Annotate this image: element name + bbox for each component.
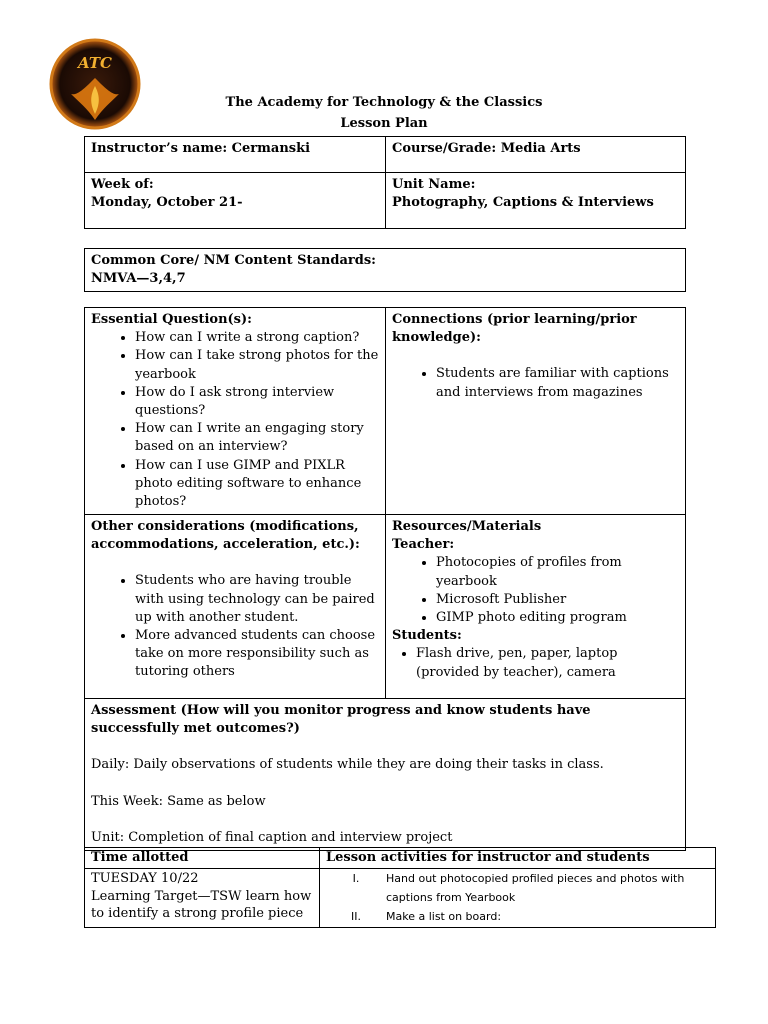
course-grade: Course/Grade: Media Arts: [386, 137, 686, 173]
resources-materials: Resources/Materials Teacher: • Photocopies of profiles from yearbook • Microsoft Publisher • GIMP photo editing program Students: • Flash drive, pen, paper, laptop (provided by teacher), camera: [386, 515, 686, 699]
list-item: • GIMP photo editing program: [436, 609, 679, 627]
standards-table: [84, 248, 686, 292]
list-item: I. Hand out photocopied profiled pieces and photos with captions from Yearbook: [352, 872, 685, 904]
activities-cell: [320, 869, 716, 928]
schedule-table: [84, 847, 716, 928]
essential-questions: Essential Question(s): • How can I write a strong caption? • How can I take strong photos for the yearbook • How do I ask strong interview questions? • How can I write an engaging story based on an interview? • How can I use GIMP and PIXLR photo editing software to enhance photos?: [85, 308, 386, 515]
info-table: [84, 136, 686, 229]
unit-cell: Unit Name: Photography, Captions & Interviews: [386, 173, 686, 229]
time-allotted-header: Time allotted: [85, 848, 320, 869]
list-item: • More advanced students can choose take on more responsibility such as tutoring others: [135, 627, 379, 682]
list-item: II. Make a list on board:: [351, 909, 502, 923]
other-considerations: Other considerations (modifications, accommodations, acceleration, etc.): • Students who are having trouble with using technology can be paired up with another student. • More advanced students can choose take on more responsibility such as tutoring others: [85, 515, 386, 699]
standards-cell: Common Core/ NM Content Standards: NMVA—3,4,7: [85, 249, 686, 292]
list-item: • How do I ask strong interview questions?: [135, 384, 379, 420]
doc-title: Lesson Plan: [340, 116, 428, 131]
list-item: • Photocopies of profiles from yearbook: [436, 554, 679, 590]
list-item: • How can I take strong photos for the yearbook: [135, 347, 379, 383]
connections: Connections (prior learning/prior knowledge): • Students are familiar with captions and interviews from magazines: [386, 308, 686, 515]
school-name: The Academy for Technology & the Classics: [225, 95, 543, 110]
svg-text:ATC: ATC: [78, 54, 112, 72]
list-item: • How can I write a strong caption?: [135, 329, 379, 347]
list-item: • How can I use GIMP and PIXLR photo editing software to enhance photos?: [135, 457, 379, 512]
list-item: • How can I write an engaging story based on an interview?: [135, 420, 379, 456]
main-table: [84, 307, 686, 851]
day-cell: TUESDAY 10/22 Learning Target—TSW learn how to identify a strong profile piece: [85, 869, 320, 928]
list-item: • Microsoft Publisher: [436, 591, 679, 609]
week-cell: Week of: Monday, October 21-: [85, 173, 386, 229]
instructor-name: Instructor’s name: Cermanski: [85, 137, 386, 173]
list-item: • Flash drive, pen, paper, laptop (provided by teacher), camera: [416, 645, 679, 681]
list-item: • Students who are having trouble with using technology can be paired up with another student.: [135, 572, 379, 627]
list-item: • Students are familiar with captions and interviews from magazines: [436, 365, 679, 401]
assessment: Assessment (How will you monitor progress and know students have successfully met outcomes?) Daily: Daily observations of students while they are doing their tasks in class. This Week: Same as below Unit: Completion of final caption and interview project: [85, 699, 686, 851]
activities-header: Lesson activities for instructor and students: [320, 848, 716, 869]
